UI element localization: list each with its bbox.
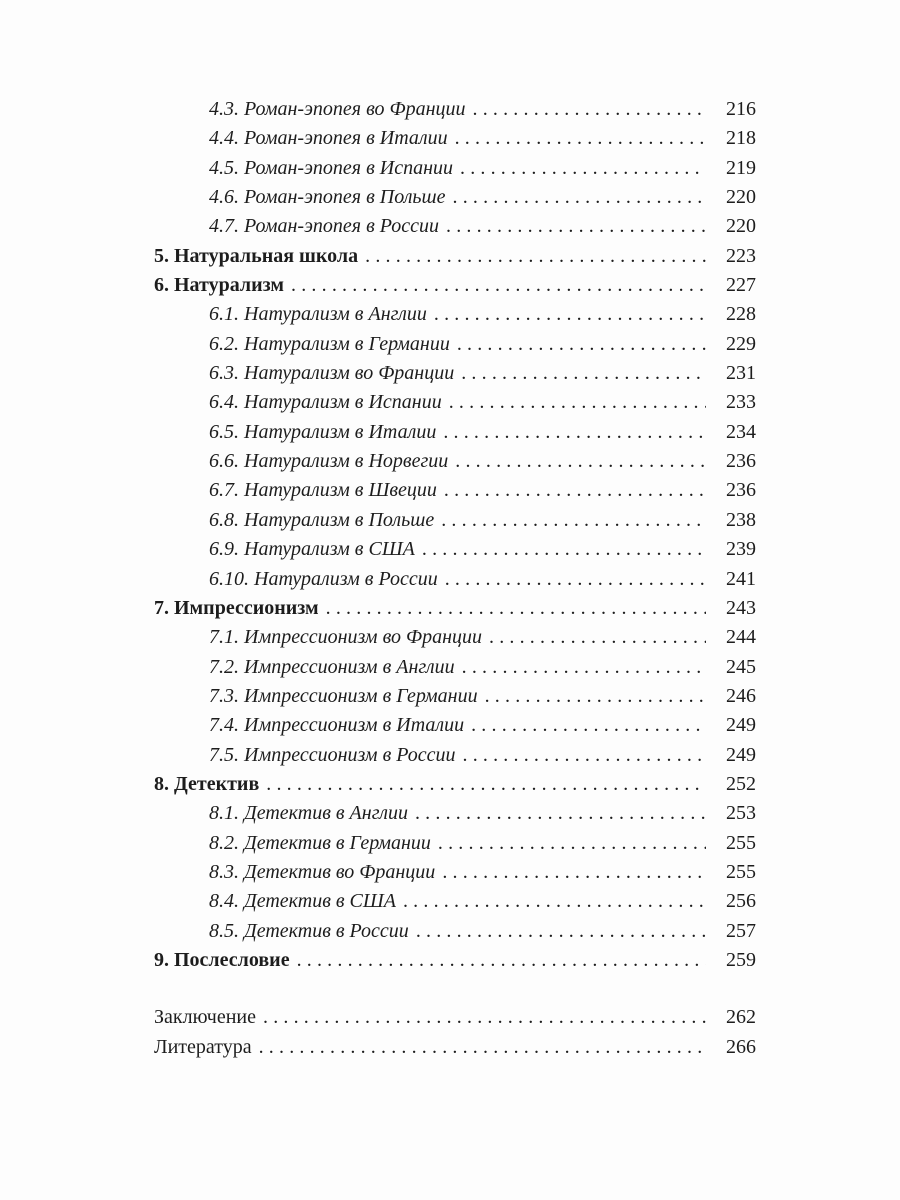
toc-entry-label: 7.2. Импрессионизм в Англии xyxy=(209,655,455,678)
toc-entry xyxy=(154,917,756,946)
toc-entry-label: Заключение xyxy=(154,1006,256,1029)
toc-dot-leader xyxy=(408,799,706,828)
toc-entry xyxy=(154,271,756,300)
toc-entry-label: 9. Послесловие xyxy=(154,948,290,971)
toc-entry-page: 245 xyxy=(726,655,756,678)
toc-entry-label: 4.5. Роман-эпопея в Испании xyxy=(209,156,453,179)
toc-entry-page: 220 xyxy=(726,186,756,209)
toc-entry-page: 239 xyxy=(726,538,756,561)
toc-dot-leader xyxy=(454,359,706,388)
toc-entry xyxy=(154,682,756,711)
toc-entry xyxy=(154,946,756,975)
toc-entry xyxy=(154,95,756,124)
toc-entry-page: 241 xyxy=(726,567,756,590)
toc-entry-page: 229 xyxy=(726,332,756,355)
toc-dot-leader xyxy=(442,388,706,417)
toc-entry xyxy=(154,799,756,828)
toc-entry xyxy=(154,535,756,564)
toc-entry-page: 266 xyxy=(726,1035,756,1058)
toc-dot-leader xyxy=(290,946,706,975)
toc-entry-page: 233 xyxy=(726,391,756,414)
toc-entry-page: 246 xyxy=(726,684,756,707)
toc-dot-leader xyxy=(259,770,706,799)
toc-entry-page: 227 xyxy=(726,274,756,297)
toc-entry-page: 252 xyxy=(726,772,756,795)
toc-entry-page: 256 xyxy=(726,890,756,913)
toc-list xyxy=(154,95,756,1062)
toc-dot-leader xyxy=(396,887,706,916)
toc-entry-label: 7. Импрессионизм xyxy=(154,596,319,619)
toc-dot-leader xyxy=(284,271,706,300)
toc-entry xyxy=(154,124,756,153)
toc-dot-leader xyxy=(455,653,706,682)
toc-entry xyxy=(154,565,756,594)
toc-entry xyxy=(154,476,756,505)
toc-entry-label: 6.1. Натурализм в Англии xyxy=(209,303,427,326)
toc-entry-page: 218 xyxy=(726,127,756,150)
toc-entry-label: 7.4. Импрессионизм в Италии xyxy=(209,714,465,737)
toc-entry xyxy=(154,388,756,417)
toc-dot-leader xyxy=(436,418,706,447)
toc-entry-page: 236 xyxy=(726,479,756,502)
toc-entry xyxy=(154,418,756,447)
toc-dot-leader xyxy=(439,212,706,241)
toc-entry-label: 6.10. Натурализм в России xyxy=(209,567,438,590)
toc-entry xyxy=(154,711,756,740)
toc-dot-leader xyxy=(448,124,706,153)
toc-entry xyxy=(154,447,756,476)
toc-entry xyxy=(154,154,756,183)
toc-dot-leader xyxy=(427,300,706,329)
toc-entry-label: 4.6. Роман-эпопея в Польше xyxy=(209,186,446,209)
toc-entry-page: 228 xyxy=(726,303,756,326)
toc-entry-label: 6.6. Натурализм в Норвегии xyxy=(209,450,449,473)
toc-dot-leader xyxy=(256,1003,706,1032)
toc-entry-page: 220 xyxy=(726,215,756,238)
toc-entry-label: 8. Детектив xyxy=(154,772,260,795)
toc-entry-page: 249 xyxy=(726,743,756,766)
toc-entry-label: 5. Натуральная школа xyxy=(154,244,359,267)
toc-entry-label: 8.1. Детектив в Англии xyxy=(209,802,408,825)
toc-entry xyxy=(154,300,756,329)
toc-dot-leader xyxy=(482,623,706,652)
toc-entry xyxy=(154,623,756,652)
toc-entry-page: 236 xyxy=(726,450,756,473)
toc-entry xyxy=(154,594,756,623)
toc-dot-leader xyxy=(478,682,706,711)
toc-entry-page: 216 xyxy=(726,98,756,120)
toc-entry-label: 4.3. Роман-эпопея во Франции xyxy=(209,98,466,120)
toc-entry-page: 238 xyxy=(726,508,756,531)
toc-entry-label: 6.5. Натурализм в Италии xyxy=(209,420,437,443)
toc-entry-page: 255 xyxy=(726,831,756,854)
toc-entry xyxy=(154,242,756,271)
toc-entry-page: 244 xyxy=(726,626,756,649)
toc-entry-label: 8.5. Детектив в России xyxy=(209,919,409,942)
toc-entry-page: 253 xyxy=(726,802,756,825)
toc-dot-leader xyxy=(319,594,706,623)
toc-dot-leader xyxy=(438,565,706,594)
toc-entry-label: 6.4. Натурализм в Испании xyxy=(209,391,442,414)
toc-dot-leader xyxy=(464,711,706,740)
toc-dot-leader xyxy=(415,535,706,564)
toc-dot-leader xyxy=(456,741,707,770)
toc-entry-label: 6.8. Натурализм в Польше xyxy=(209,508,435,531)
toc-dot-leader xyxy=(434,506,706,535)
toc-entry-page: 259 xyxy=(726,948,756,971)
toc-entry-label: 6. Натурализм xyxy=(154,274,285,297)
toc-entry-page: 219 xyxy=(726,156,756,179)
toc-entry xyxy=(154,653,756,682)
toc-entry xyxy=(154,330,756,359)
toc-dot-leader xyxy=(446,183,707,212)
toc-entry xyxy=(154,829,756,858)
toc-dot-leader xyxy=(358,242,706,271)
toc-entry xyxy=(154,887,756,916)
toc-entry xyxy=(154,183,756,212)
toc-dot-leader xyxy=(252,1033,706,1062)
toc-entry-label: 7.3. Импрессионизм в Германии xyxy=(209,684,478,707)
toc-entry-label: 6.3. Натурализм во Франции xyxy=(209,362,455,385)
toc-entry-page: 223 xyxy=(726,244,756,267)
toc-entry xyxy=(154,858,756,887)
toc-entry-label: 8.3. Детектив во Франции xyxy=(209,860,436,883)
toc-entry-label: 4.4. Роман-эпопея в Италии xyxy=(209,127,448,150)
toc-entry-page: 249 xyxy=(726,714,756,737)
toc-entry-label: 6.9. Натурализм в США xyxy=(209,538,415,561)
toc-entry-page: 243 xyxy=(726,596,756,619)
toc-entry-page: 255 xyxy=(726,860,756,883)
toc-entry-page: 262 xyxy=(726,1006,756,1029)
toc-dot-leader xyxy=(435,858,706,887)
toc-entry-label: 4.7. Роман-эпопея в России xyxy=(209,215,439,238)
toc-entry xyxy=(154,770,756,799)
toc-entry xyxy=(154,359,756,388)
toc-entry-page: 231 xyxy=(726,362,756,385)
toc-dot-leader xyxy=(437,476,706,505)
toc-entry-label: 6.2. Натурализм в Германии xyxy=(209,332,450,355)
toc-entry-page: 234 xyxy=(726,420,756,443)
toc-dot-leader xyxy=(448,447,706,476)
toc-dot-leader xyxy=(466,95,707,124)
toc-dot-leader xyxy=(409,917,706,946)
toc-entry xyxy=(154,1003,756,1032)
toc-entry xyxy=(154,1033,756,1062)
toc-entry-label: Литература xyxy=(154,1035,252,1058)
toc-entry xyxy=(154,506,756,535)
toc-entry-label: 7.5. Импрессионизм в России xyxy=(209,743,456,766)
toc-entry-label: 8.4. Детектив в США xyxy=(209,890,396,913)
toc-entry-label: 8.2. Детектив в Германии xyxy=(209,831,431,854)
toc-entry xyxy=(154,741,756,770)
toc-entry xyxy=(154,212,756,241)
toc-dot-leader xyxy=(450,330,706,359)
toc-dot-leader xyxy=(453,154,706,183)
toc-entry-label: 7.1. Импрессионизм во Франции xyxy=(209,626,482,649)
toc-dot-leader xyxy=(431,829,706,858)
toc-entry-page: 257 xyxy=(726,919,756,942)
toc-entry-label: 6.7. Натурализм в Швеции xyxy=(209,479,437,502)
